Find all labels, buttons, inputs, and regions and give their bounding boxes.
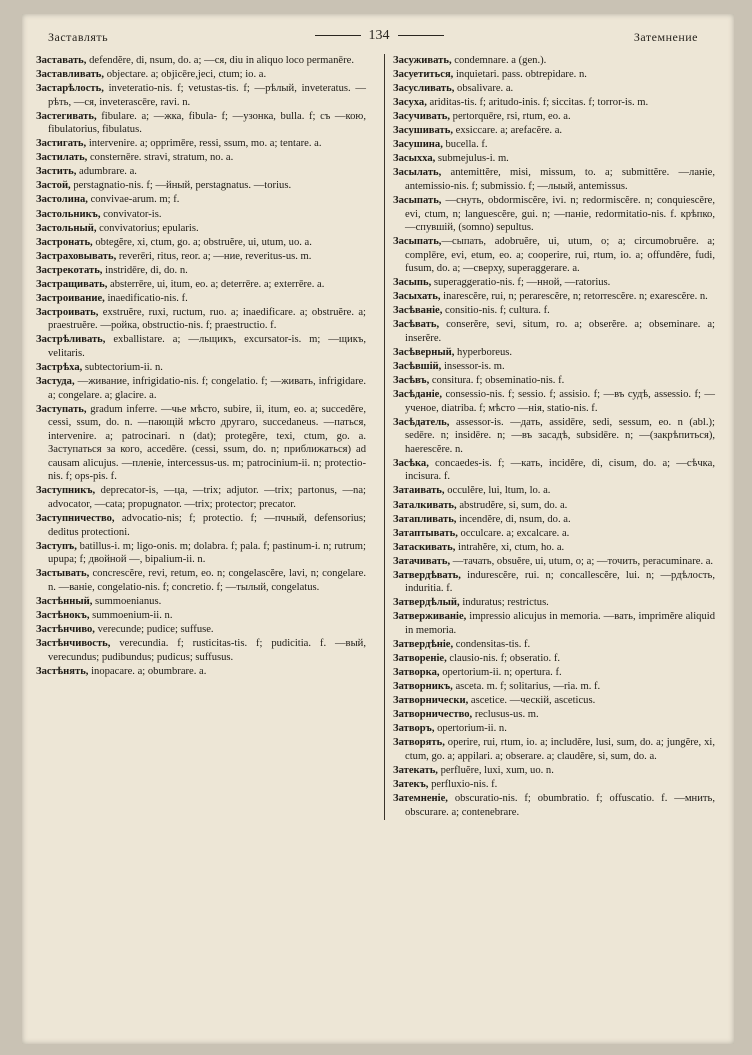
dictionary-entry — [36, 165, 366, 179]
page-number-text: 134 — [368, 28, 390, 43]
dictionary-entry — [393, 318, 715, 345]
entry-headword: Засѣвъ, — [393, 375, 430, 387]
entry-definition: exsiccare. a; arefacĕre. a. — [453, 125, 563, 137]
entry-headword: Засѣданіе, — [393, 389, 443, 401]
dictionary-entry — [393, 596, 715, 610]
entry-definition: inarescĕre, rui, n; perarescĕre, n; retorrescĕre. n; exarescĕre. n. — [440, 291, 708, 303]
entry-headword: Засыхать, — [393, 291, 441, 303]
entry-headword: Засыпь, — [393, 277, 432, 289]
entry-definition: inquietari. pass. obtrepidare. n. — [453, 69, 587, 81]
dictionary-entry — [36, 278, 366, 292]
entry-definition: advocatio-nis; f; protectio. f; —пчный, defensorius; deditus protectioni. — [48, 513, 366, 538]
entry-headword: Застилать, — [36, 152, 88, 164]
entry-headword: Засыхха, — [393, 153, 436, 165]
entry-definition: objectare. a; objicēre,jeci, ctum; io. a. — [104, 69, 267, 81]
entry-definition: instridēre, di, do. n. — [102, 264, 188, 276]
entry-headword: Засуха, — [393, 97, 427, 109]
entry-headword: Застраховывать, — [36, 250, 117, 262]
entry-definition: occulcare. a; excalcare. a. — [457, 527, 570, 539]
entry-definition: verecundia. f; rusticitas-tis. f; pudicitia. f. —вый, verecundus; pudibundus; pudicus; suffusus. — [48, 637, 366, 663]
entry-headword: Застроивание, — [36, 292, 105, 304]
entry-definition: —снуть, obdormiscĕre, ivi. n; redormiscĕre. n; conquiescĕre, evi, ctum, n; languescĕre, gui. n; —паніе, redormitatio-nis. f. крѣпко, —спувшій, (somno) sepultus. — [405, 194, 715, 234]
dictionary-entry — [36, 306, 366, 333]
entry-headword: Затвердѣвать, — [393, 569, 461, 581]
entry-definition: inveteratio-nis. f; vetustas-tis. f; —рѣлый, inveteratus. —рѣть, —ся, inveterascēre, ravi. n. — [48, 83, 366, 108]
dictionary-entry — [36, 54, 366, 68]
entry-headword: Застѣнчивость, — [36, 637, 111, 649]
dictionary-entry — [393, 513, 715, 527]
entry-definition: condensitas-tis. f. — [453, 638, 531, 650]
dictionary-entry — [393, 388, 715, 415]
entry-definition: exstruĕre, ruxi, ructum, ruo. a; inaedificare. a; obstruĕre. a; praestruĕre. —ройка, obstructio-nis. f; praestructio. f. — [48, 306, 366, 332]
dictionary-entry — [393, 722, 715, 736]
entry-definition: impressio alicujus in memoria. —вать, imprimĕre aliquid in memoria. — [405, 611, 715, 636]
entry-definition: inaedificatio-nis. f. — [104, 292, 188, 304]
entry-headword: Заступникъ, — [36, 485, 96, 497]
entry-definition: opertorium-ii. n. — [434, 723, 507, 735]
dictionary-entry — [36, 179, 366, 193]
dictionary-entry — [393, 736, 715, 763]
entry-headword: Застарѣлость, — [36, 83, 104, 95]
entry-definition: insessor-is. m. — [441, 361, 505, 373]
dictionary-entry — [393, 346, 715, 360]
dictionary-entry — [393, 138, 715, 152]
entry-headword: Затвореніе, — [393, 653, 447, 665]
dictionary-entry — [36, 208, 366, 222]
dictionary-entry — [393, 194, 715, 235]
dictionary-entry — [36, 264, 366, 278]
entry-definition: induratus; restrictus. — [459, 597, 549, 609]
entry-definition: concaedes-is. f; —кать, incidĕre, di, cisum, do. a; —сѣчка, incisura. f. — [405, 457, 715, 483]
dictionary-entry — [393, 527, 715, 541]
entry-definition: —живание, infrigidatio-nis. f; congelatio. f; —живать, infrigidare. a; congelare. a; glacire. a. — [48, 376, 366, 401]
entry-definition: summoenium-ii. n. — [89, 609, 173, 621]
entry-definition: bucella. f. — [442, 139, 488, 151]
dictionary-entry — [36, 236, 366, 250]
entry-headword: Застроивать, — [36, 306, 99, 318]
entry-headword: Затверживаніе, — [393, 611, 467, 623]
entry-definition: —сыпать, adobruĕre, ui, utum, o; a; circumobruĕre. a; complēre, evi, etum, eo. a; cooperire, rui, rtum, io. a; offundĕre, fudi, fusum, do. a; —сверху, superaggerare. a. — [405, 236, 715, 275]
entry-definition: inopacare. a; obumbrare. a. — [88, 665, 207, 677]
entry-headword: Затекъ, — [393, 778, 429, 790]
entry-definition: submejulus-i. m. — [435, 153, 509, 165]
dictionary-entry — [36, 512, 366, 539]
entry-definition: batillus-i. m; ligo-onis. m; dolabra. f; pala. f; pastinum-i. n; rutrum; upupa; f; двойной —, bipalium-ii. n. — [48, 540, 366, 566]
entry-definition: concrescĕre, revi, retum, eo. n; congelascĕre, lavi, n; congelare. n. —ваніе, congelatio-nis. f; concretio. f; —тылый, congelatus. — [48, 568, 366, 593]
dictionary-entry — [36, 484, 366, 511]
dictionary-entry — [393, 166, 715, 193]
entry-headword: Засушина, — [393, 139, 443, 151]
entry-headword: Засылать, — [393, 167, 442, 179]
dictionary-entry — [393, 152, 715, 166]
entry-definition: summoenianus. — [92, 595, 162, 607]
entry-headword: Затекать, — [393, 764, 438, 776]
entry-headword: Засѣверный, — [393, 346, 455, 358]
dictionary-entry — [36, 110, 366, 137]
dictionary-entry — [393, 569, 715, 596]
entry-definition: operire, rui, rtum, io. a; includĕre, lusi, sum, do. a; jungĕre, xi, ctum, go. a; appilari. a; obserare. a; claudĕre, si, sum, do. a. — [405, 737, 715, 762]
entry-headword: Затапливать, — [393, 513, 457, 525]
entry-definition: convivator-is. — [100, 208, 162, 220]
entry-headword: Засыпать, — [393, 194, 442, 206]
entry-headword: Застой, — [36, 180, 71, 192]
entry-definition: exballistare. a; —льщикъ, excursator-is. m; —щикъ, velitaris. — [48, 334, 366, 359]
dictionary-entry — [393, 778, 715, 792]
entry-headword: Застѣнокъ, — [36, 609, 90, 621]
entry-definition: antemittĕre, misi, missum, to. a; submittĕre. —ланіе, antemissio-nis. f; submissio. f; —лыый, antemissus. — [405, 167, 715, 192]
entry-headword: Затаптывать, — [393, 527, 458, 539]
dictionary-entry — [393, 680, 715, 694]
entry-headword: Застольникъ, — [36, 208, 101, 220]
entry-definition: perstagnatio-nis. f; —йный, perstagnatus. —torius. — [70, 180, 292, 192]
dictionary-entry — [393, 290, 715, 304]
entry-headword: Застольный, — [36, 222, 97, 234]
entry-headword: Засѣвшій, — [393, 361, 442, 373]
entry-headword: Засыпать, — [393, 236, 442, 248]
entry-definition: hyperboreus. — [454, 346, 513, 358]
entry-definition: convivae-arum. m; f. — [87, 194, 180, 206]
entry-definition: conserĕre, sevi, situm, ro. a; obserĕre. a; obseminare. a; inserĕre. — [405, 319, 715, 344]
entry-definition: induresсĕre, rui. n; concallescĕre, lui. n; —рдѣлость, induritia. f. — [405, 569, 715, 595]
entry-definition: obsalivare. a. — [454, 83, 514, 95]
entry-headword: Застолина, — [36, 194, 88, 206]
entry-headword: Затворникъ, — [393, 681, 453, 693]
entry-definition: verecunde; pudice; suffuse. — [94, 623, 214, 635]
entry-definition: consitio-nis. f; cultura. f. — [442, 305, 550, 317]
dictionary-entry — [36, 82, 366, 109]
entry-headword: Застить, — [36, 166, 77, 178]
dictionary-entry — [393, 82, 715, 96]
entry-headword: Застывать, — [36, 568, 90, 580]
dictionary-entry — [36, 292, 366, 306]
entry-definition: condemnare. a (gen.). — [451, 55, 547, 66]
dictionary-entry — [393, 792, 715, 819]
entry-headword: Застѣнять, — [36, 665, 89, 677]
entry-headword: Засѣдатель, — [393, 416, 450, 428]
entry-definition: clausio-nis. f; obseratio. f. — [446, 653, 561, 665]
entry-headword: Заставать, — [36, 55, 87, 66]
entry-headword: Затворничество, — [393, 709, 473, 721]
entry-headword: Застѣнный, — [36, 595, 93, 607]
entry-headword: Затвердѣлый, — [393, 597, 460, 609]
entry-headword: Застигать, — [36, 138, 87, 150]
dictionary-entry — [393, 304, 715, 318]
dictionary-entry — [36, 193, 366, 207]
entry-headword: Затворять, — [393, 737, 445, 749]
dictionary-entry — [393, 110, 715, 124]
entry-headword: Застегивать, — [36, 110, 97, 122]
entry-headword: Засуетиться, — [393, 69, 454, 81]
dictionary-entry — [393, 652, 715, 666]
entry-definition: consternēre. stravi, stratum, no. a. — [87, 152, 234, 164]
entry-definition: gradum inferre. —чье мѣсто, subire, ii, itum, eo. a; succedĕre, cessi, ssum, do. n. —пающій мѣсто другаго, succedaneus. —паться, intervenire. a; patrocinari. n (dat); protegĕre, texi, ctum, go. a. Заступаться за кого, accedēre. (cessi, ssum, do. n; приближаться) ad causam alicujus. —пленіе, intercessus-us. m; patrocinium-ii. n; protectio-nis. f; ops-pis. f. — [48, 403, 366, 483]
dictionary-entry — [36, 609, 366, 623]
entry-headword: Затворнически, — [393, 695, 469, 707]
entry-headword: Застронать, — [36, 236, 93, 248]
entry-headword: Засѣка, — [393, 457, 429, 469]
dictionary-entry — [36, 68, 366, 82]
entry-headword: Затаивать, — [393, 485, 445, 497]
entry-headword: Заталкивать, — [393, 499, 457, 511]
header-right-catchword: Затемнение — [633, 30, 698, 44]
entry-headword: Засусливать, — [393, 83, 455, 95]
dictionary-entry — [36, 222, 366, 236]
dictionary-entry — [393, 555, 715, 569]
dictionary-entry — [36, 403, 366, 484]
dictionary-entry — [36, 361, 366, 375]
dictionary-entry — [393, 124, 715, 138]
dictionary-entry — [393, 666, 715, 680]
entry-definition: fibulare. a; —жка, fibula- f; —узонка, bulla. f; съ —кою, fibulatorius, fibulatus. — [48, 110, 366, 136]
entry-headword: Застрѣливать, — [36, 334, 106, 346]
entry-headword: Заступать, — [36, 403, 87, 415]
entry-definition: perfluĕre, luxi, xum, uo. n. — [437, 764, 554, 776]
entry-definition: intervenire. a; opprimēre, ressi, ssum, mo. a; tentare. a. — [86, 138, 322, 150]
entry-definition: reclusus-us. m. — [472, 709, 539, 721]
dictionary-entry — [36, 375, 366, 402]
entry-headword: Заставливать, — [36, 69, 105, 81]
entry-definition: superaggeratio-nis. f; —нной, —ratorius. — [431, 277, 611, 289]
dictionary-entry — [36, 151, 366, 165]
dictionary-entry — [36, 567, 366, 594]
entry-definition: subtectorium-ii. n. — [82, 362, 163, 374]
entry-headword: Затаскивать, — [393, 541, 456, 553]
entry-headword: Засѣваніе, — [393, 305, 443, 317]
dictionary-entry — [393, 499, 715, 513]
entry-headword: Затвердѣніе, — [393, 638, 454, 650]
dictionary-entry — [36, 137, 366, 151]
entry-definition: obtegĕre, xi, ctum, go. a; obstruĕre, ui, utum, uo. a. — [92, 236, 312, 248]
dictionary-entry — [393, 54, 715, 68]
entry-headword: Затворъ, — [393, 723, 435, 735]
entry-headword: Затачивать, — [393, 555, 451, 567]
entry-headword: Засѣвать, — [393, 319, 440, 331]
entry-headword: Заступничество, — [36, 513, 115, 525]
entry-definition: assessor-is. —дать, assidēre, sedi, sessum, eo. n (abl.); sedēre. n; insidēre. n; —въ засадѣ, subsidēre. n; —(закрѣпиться), haerescĕre. n. — [405, 416, 715, 455]
entry-definition: —тачать, obsuĕre, ui, utum, o; a; —точить, peracuminare. a. — [450, 555, 714, 567]
entry-definition: intrahĕre, xi, ctum, ho. a. — [455, 541, 565, 553]
entry-definition: opertorium-ii. n; opertura. f. — [439, 667, 562, 679]
entry-definition: pertorquēre, rsi, rtum, eo. a. — [450, 111, 571, 123]
entry-definition: ascetice. —ческій, asceticus. — [468, 695, 596, 707]
dictionary-entry — [393, 638, 715, 652]
dictionary-entry — [393, 360, 715, 374]
dictionary-page — [22, 14, 734, 1044]
dictionary-entry — [393, 68, 715, 82]
dictionary-entry — [393, 541, 715, 555]
dictionary-entry — [36, 540, 366, 567]
entry-headword: Затемненіе, — [393, 792, 448, 804]
dictionary-entry — [393, 610, 715, 637]
entry-headword: Застрѣха, — [36, 362, 83, 374]
entry-definition: deprecator-is, —ца, —trix; adjutor. —trix; partonus, —na; advocator, —cata; propugnator. —trix; protector; precator. — [48, 485, 366, 510]
right-column — [384, 54, 715, 820]
dictionary-entry — [36, 623, 366, 637]
entry-headword: Засуживать, — [393, 55, 452, 66]
entry-headword: Затворка, — [393, 667, 440, 679]
entry-definition: defendĕre, di, nsum, do. a; —ся, diu in aliquo loco permanēre. — [86, 55, 354, 66]
entry-definition: obscuratio-nis. f; obumbratio. f; offuscatio. f. —мнить, obscurare. a; contenebrare. — [405, 792, 715, 818]
entry-headword: Засушивать, — [393, 125, 453, 137]
dictionary-entry — [36, 250, 366, 264]
page-header — [36, 28, 722, 48]
dictionary-entry — [393, 235, 715, 276]
entry-headword: Застрекотать, — [36, 264, 103, 276]
dictionary-entry — [393, 374, 715, 388]
dictionary-entry — [36, 665, 366, 679]
entry-definition: perfluxio-nis. f. — [428, 778, 498, 790]
dictionary-entry — [393, 416, 715, 457]
entry-definition: adumbrare. a. — [76, 166, 137, 178]
dictionary-entry — [393, 708, 715, 722]
entry-definition: absterrēre, ui, itum, eo. a; deterrēre. a; exterrēre. a. — [107, 278, 325, 290]
entry-definition: reverēri, ritus, reor. a; —ние, reveritus-us. m. — [116, 250, 312, 262]
entry-definition: convivatorius; epularis. — [96, 222, 199, 234]
dictionary-entry — [393, 694, 715, 708]
dictionary-entry — [36, 333, 366, 360]
entry-headword: Засучивать, — [393, 111, 451, 123]
left-column — [36, 54, 366, 679]
entry-headword: Застѣнчиво, — [36, 623, 95, 635]
dictionary-entry — [36, 595, 366, 609]
entry-headword: Заступъ, — [36, 540, 77, 552]
dictionary-entry — [393, 764, 715, 778]
dictionary-entry — [393, 484, 715, 498]
entry-definition: consitura. f; obseminatio-nis. f. — [429, 375, 565, 387]
entry-headword: Застращивать, — [36, 278, 108, 290]
page-number — [36, 28, 722, 44]
entry-definition: incendĕre, di, nsum, do. a. — [456, 513, 571, 525]
dictionary-entry — [393, 457, 715, 484]
entry-definition: abstrudĕre, si, sum, do. a. — [456, 499, 568, 511]
header-left-catchword: Заставлять — [48, 30, 109, 44]
dictionary-entry — [36, 637, 366, 664]
entry-definition: consessio-nis. f; sessio. f; assisio. f; —въ судѣ, assessio. f; —ученое, diatriba. f; мѣсто —нія, statio-nis. f. — [405, 389, 715, 414]
entry-definition: ariditas-tis. f; aritudo-inis. f; siccitas. f; torror-is. m. — [426, 97, 649, 109]
entry-definition: asceta. m. f; solitarius, —ria. m. f. — [452, 681, 601, 693]
dictionary-entry — [393, 276, 715, 290]
dictionary-entry — [393, 96, 715, 110]
entry-definition: occulĕre, lui, ltum, lo. a. — [444, 485, 551, 497]
entry-headword: Застуда, — [36, 376, 75, 388]
